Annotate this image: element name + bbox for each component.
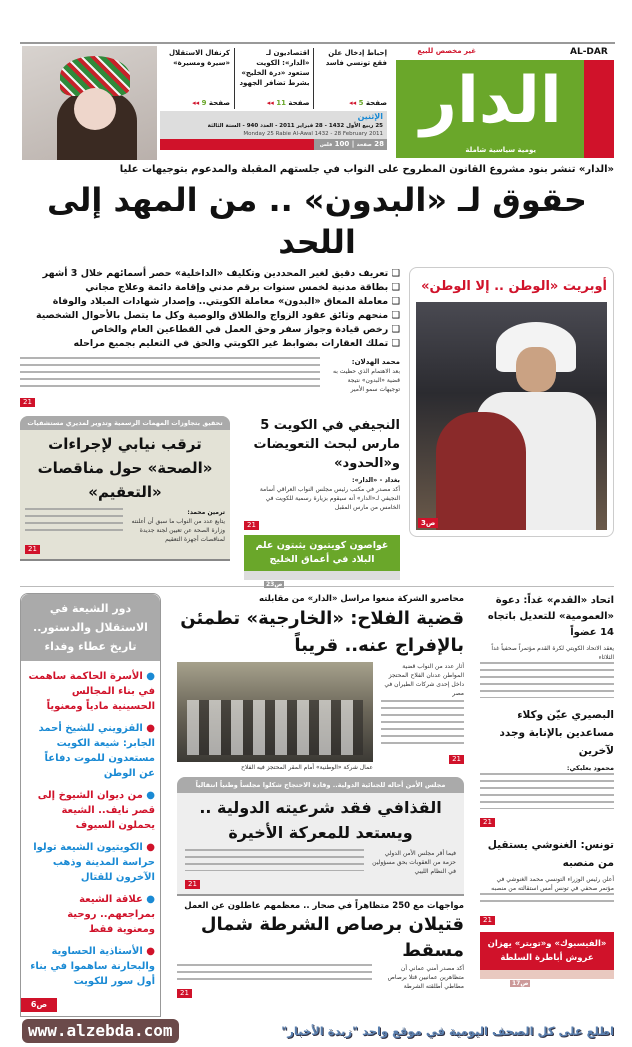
footer-promo: اطلع على كل الصحف اليومية في موقع واحد "زبدة الأخبار" xyxy=(281,1024,614,1038)
busairi-headline[interactable]: البصيري عيّن وكلاء مساعدين بالإنابة وجدد لآخرين xyxy=(499,709,614,757)
health-more[interactable]: 21 xyxy=(25,545,40,554)
falah-body: أثار عدد من النواب قضية المواطن عدنان الفلاح المحتجز داخل إحدى شركات الطيران في مصر xyxy=(384,663,464,697)
lead-bullet: ❑ تملك العقارات بضوابط غير الكويتي والحق في التعليم بجميع مراحله xyxy=(73,338,400,349)
shia-item[interactable]: ● القزويني للشيخ أحمد الجابر: شيعة الكويت مستعدون للموت دفاعاً عن الوطن xyxy=(38,723,155,779)
najafi-byline: بغداد - «الدار»: xyxy=(351,476,400,484)
lead-kicker: «الدار» تنشر بنود مشروع القانون المطروح على النواب في جلستهم المقبلة والمدعوم بتوجيهات عليا xyxy=(119,164,614,175)
facebook-page[interactable]: ص17 xyxy=(512,980,529,987)
ghannouchi-headline[interactable]: تونس: الغنوشي يستقيل من منصبه xyxy=(487,839,614,869)
footer-url[interactable]: www.alzebda.com xyxy=(22,1019,179,1043)
ghannouchi-more[interactable]: 21 xyxy=(480,916,495,925)
date-day: الإثنين xyxy=(357,112,383,121)
shia-item[interactable]: ● من ديوان الشيوخ إلى قصر نايف.. الشيعة يحملون السيوف xyxy=(37,790,155,831)
najafi-body: أكد مصدر في مكتب رئيس مجلس النواب العراقي أسامة النجيفي لـ«الدار» أنه سيقوم بزيارة رسمية للكويت في الخامس من مارس المقبل xyxy=(259,486,400,511)
shia-page[interactable]: ص6 xyxy=(21,998,57,1012)
qaddafi-headline: القذافي فقد شرعيته الدولية .. ويستعد للمعركة الأخيرة xyxy=(199,798,442,842)
teasers xyxy=(160,48,387,109)
shia-items xyxy=(21,661,160,998)
carnival-photo xyxy=(22,46,157,160)
muscat-more[interactable]: 21 xyxy=(177,989,192,998)
teaser-1-page: صفحة 5 ◂◂ xyxy=(349,99,387,107)
health-byline: ترمين محمد: xyxy=(187,509,225,516)
shia-item[interactable]: ● علاقة الشيعة بمراجعهم.. روحية ومعنوية فقط xyxy=(67,894,155,935)
operetta-box[interactable] xyxy=(409,267,614,537)
teaser-2[interactable]: اقتصاديون لـ «الدار»: الكويت ستعود «درة الخليج» بشرط تضافر الجهود صفحة 11 ◂◂ xyxy=(234,48,314,109)
teaser-1[interactable]: إحباط إدخال علن فقع تونسي فاسد صفحة 5 ◂◂ xyxy=(317,48,387,109)
najafi-headline[interactable]: النجيفي في الكويت 5 مارس لبحث التعويضات و«الحدود» xyxy=(253,418,400,471)
teaser-2-page: صفحة 11 ◂◂ xyxy=(266,99,310,107)
qaddafi-body: فيما أقر مجلس الأمن الدولي حزمة من العقوبات بحق مسؤولين في النظام الليبي xyxy=(372,850,456,875)
lead-more[interactable]: 21 xyxy=(20,398,35,407)
section-2 xyxy=(20,586,614,1017)
shia-item[interactable]: ● الأسرة الحاكمة ساهمت في بناء المجالس الحسينية مادياً ومعنوياً xyxy=(28,671,155,712)
lead-bullets xyxy=(20,267,400,351)
top-rule xyxy=(20,42,615,44)
falah-kicker: محاصرو الشركة منعوا مراسل «الدار» من مقابلته xyxy=(258,594,464,604)
lead-bullet: ❑ تعريف دقيق لغير المحددين وتكليف «الداخلية» حصر أسمائهم خلال 3 أشهر xyxy=(42,268,400,279)
shia-item[interactable]: ● الكويتيون الشيعة تولوا حراسة المدينة وذهب الآخرون للقتال xyxy=(33,842,155,883)
qaddafi-more[interactable]: 21 xyxy=(185,880,200,889)
teaser-3-page: صفحة 9 ◂◂ xyxy=(192,99,230,107)
masthead-slogan: يومية سياسية شاملة xyxy=(465,146,536,154)
health-body: يتابع عدد من النواب ما سبق أن أعلنته وزارة الصحة عن تعيين لجنة جديدة لمناقصات أجهزة التعقيم xyxy=(131,518,225,543)
masthead-tagline: غير مخصص للبيع xyxy=(417,47,476,55)
health-kicker: تحقيق بتجاوزات المهمات الرسمية وتدوير لمديري مستشفيات xyxy=(20,416,230,430)
shia-item[interactable]: ● الأستاذية الحساوية والبحارنة ساهموا في بناء أول سور للكويت xyxy=(30,946,155,987)
qaddafi-box[interactable] xyxy=(177,777,464,896)
divers-box[interactable] xyxy=(244,535,400,571)
muscat-body: أكد مصدر أمني عماني أن متظاهرين عمانيين قتلا برصاص مطاطي أطلقته الشرطة xyxy=(387,965,464,990)
health-headline: ترقب نيابي لإجراءات «الصحة» حول مناقصات «التعقيم» xyxy=(37,435,213,501)
operetta-title: أوبريت «الوطن .. إلا الوطن» xyxy=(421,279,607,294)
lead-body: بعد الاهتمام الذي حظيت به قضية «البدون» نتيجة توجيهات سمو الأمير xyxy=(333,368,400,393)
divers-headline: غواصون كويتيون يثبتون علم البلاد في أعماق الخليج xyxy=(255,540,389,565)
right-column xyxy=(480,593,614,987)
masthead-logo xyxy=(396,60,586,158)
logo-text: الدار xyxy=(420,64,562,138)
qadam-body: يعقد الاتحاد الكويتي لكرة القدم مؤتمراً صحفياً غداً الثلاثاء xyxy=(491,645,614,661)
falah-headline[interactable]: قضية الفلاح: «الخارجية» تطمئن بالإفراج عنه.. قريباً xyxy=(180,608,464,656)
lead-bullet: ❑ معاملة المعاق «البدون» معاملة الكويتي.. وإصدار شهادات الميلاد والوفاة xyxy=(52,296,400,307)
busairi-byline: محمود بعلبكي: xyxy=(566,764,614,772)
najafi-story xyxy=(244,416,400,588)
middle-column xyxy=(177,593,464,999)
najafi-more[interactable]: 21 xyxy=(244,521,259,530)
shia-box[interactable] xyxy=(20,593,161,1017)
qaddafi-kicker: مجلس الأمن أحاله للجنائية الدولية.. وقادة الاحتجاج شكلوا مجلساً وطنياً انتقالياً xyxy=(177,777,464,793)
operetta-page[interactable]: ص3 xyxy=(418,518,438,528)
facebook-box[interactable] xyxy=(480,932,614,970)
shia-title: دور الشيعة في الاستقلال والدستور.. تاريخ عطاء وفداء xyxy=(21,594,160,661)
falah-photo xyxy=(177,662,373,762)
date-english: Monday 25 Rabie Al-Awal 1432 - 28 February 2011 xyxy=(243,131,383,137)
lead-byline: محمد الهدلان: xyxy=(351,358,400,366)
main xyxy=(20,163,614,1017)
masthead-latin: AL-DAR xyxy=(570,47,608,57)
date-box xyxy=(160,111,387,150)
lead-bullet: ❑ رخص قيادة وجواز سفر وحق العمل في القطاعين العام والخاص xyxy=(91,324,400,335)
muscat-kicker: مواجهات مع 250 متظاهراً في صحار .. معظمهم عاطلون عن العمل xyxy=(184,901,464,911)
health-box[interactable] xyxy=(20,416,230,561)
muscat-headline[interactable]: قتيلان برصاص الشرطة شمال مسقط xyxy=(200,914,464,961)
busairi-more[interactable]: 21 xyxy=(480,818,495,827)
lead-bullet: ❑ منحهم وثائق عقود الزواج والطلاق والوصية وكل ما يتصل بالأحوال الشخصية xyxy=(36,310,400,321)
qadam-headline[interactable]: اتحاد «القدم» غداً: دعوة «العمومية» للتعديل باتجاه 14 عضواً xyxy=(487,595,614,638)
facebook-headline: «الفيسبوك» و«تويتر» يهزان عروش أباطرة السلطة xyxy=(487,939,607,963)
masthead-red-bar xyxy=(584,60,614,158)
operetta-photo xyxy=(416,302,607,530)
divers-page[interactable]: ص23 xyxy=(266,581,283,588)
lead-bullet: ❑ بطاقة مدنية لخمس سنوات برقم مدني وإقامة دائمة وعلاج مجاني xyxy=(85,282,400,293)
lead-headline[interactable]: حقوق لـ «البدون» .. من المهد إلى اللحد xyxy=(47,181,587,261)
falah-more[interactable]: 21 xyxy=(449,755,464,764)
date-full: 25 ربيع الأول 1432 - 28 فبراير 2011 - العدد 940 - السنة الثالثة xyxy=(207,123,383,129)
teaser-3[interactable]: كرنفال الاستقلال «سيرة ومسيرة» صفحة 9 ◂◂ xyxy=(160,48,230,109)
ghannouchi-body: أعلن رئيس الوزراء التونسي محمد الغنوشي في مؤتمر صحفي في تونس أمس استقالته من منصبه xyxy=(491,876,614,892)
lead-column xyxy=(20,267,400,588)
pages-price: 28 صفحة | 100 فلس xyxy=(314,139,387,150)
falah-caption: عمال شركة «الوطنية» أمام المقر المحتجز فيه الفلاح xyxy=(241,764,373,771)
